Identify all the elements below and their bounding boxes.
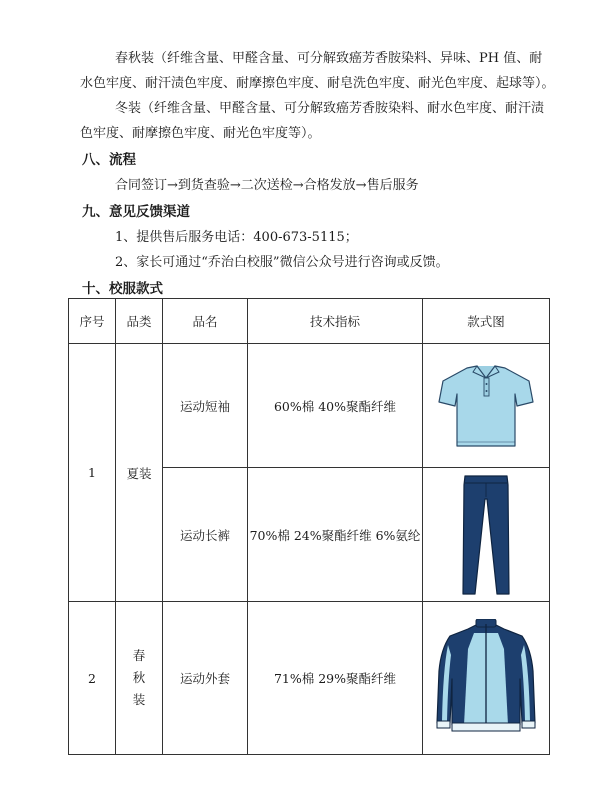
header-image: 款式图 <box>423 299 550 344</box>
track-jacket-image <box>434 619 538 737</box>
spring-autumn-standard-line2: 水色牢度、耐汗渍色牢度、耐摩擦色牢度、耐皂洗色牢度、耐光色牢度、起球等）。 <box>80 76 555 91</box>
item-spec-cell: 71%棉 29%聚酯纤维 <box>248 602 423 755</box>
header-no: 序号 <box>69 299 116 344</box>
table-row <box>69 344 550 468</box>
item-name-cell: 运动长裤 <box>163 468 248 602</box>
feedback-hotline: 1、提供售后服务电话：400-673-5115； <box>115 230 358 245</box>
item-spec-cell: 60%棉 40%聚酯纤维 <box>248 344 423 468</box>
track-pants-image <box>459 473 513 597</box>
header-category: 品类 <box>116 299 163 344</box>
item-name-cell: 运动外套 <box>163 602 248 755</box>
item-image-cell <box>423 468 550 602</box>
item-image-cell <box>423 602 550 755</box>
polo-shirt-image <box>437 362 535 450</box>
group-category-cell: 夏装 <box>116 344 163 602</box>
process-flow: 合同签订→到货查验→二次送检→合格发放→售后服务 <box>115 178 419 193</box>
item-image-cell <box>423 344 550 468</box>
section-nine-title: 九、意见反馈渠道 <box>82 204 190 220</box>
section-ten-title: 十、校服款式 <box>82 281 163 297</box>
spring-autumn-standard-line1: 春秋装（纤维含量、甲醛含量、可分解致癌芳香胺染料、异味、PH 值、耐 <box>115 51 543 66</box>
table-header-row <box>69 299 550 344</box>
feedback-wechat: 2、家长可通过“乔治白校服”微信公众号进行咨询或反馈。 <box>115 255 449 270</box>
item-spec-cell: 70%棉 24%聚酯纤维 6%氨纶 <box>248 468 423 602</box>
item-name-cell: 运动短袖 <box>163 344 248 468</box>
group-no-cell: 2 <box>69 602 116 755</box>
header-name: 品名 <box>163 299 248 344</box>
group-no-cell: 1 <box>69 344 116 602</box>
uniform-styles-table <box>68 298 550 755</box>
winter-standard-line1: 冬装（纤维含量、甲醛含量、可分解致癌芳香胺染料、耐水色牢度、耐汗渍 <box>115 101 545 116</box>
table-row <box>69 602 550 755</box>
header-spec: 技术指标 <box>248 299 423 344</box>
section-eight-title: 八、流程 <box>82 152 136 168</box>
group-category-cell: 春秋装 <box>116 602 163 755</box>
winter-standard-line2: 色牢度、耐摩擦色牢度、耐光色牢度等）。 <box>80 126 321 141</box>
